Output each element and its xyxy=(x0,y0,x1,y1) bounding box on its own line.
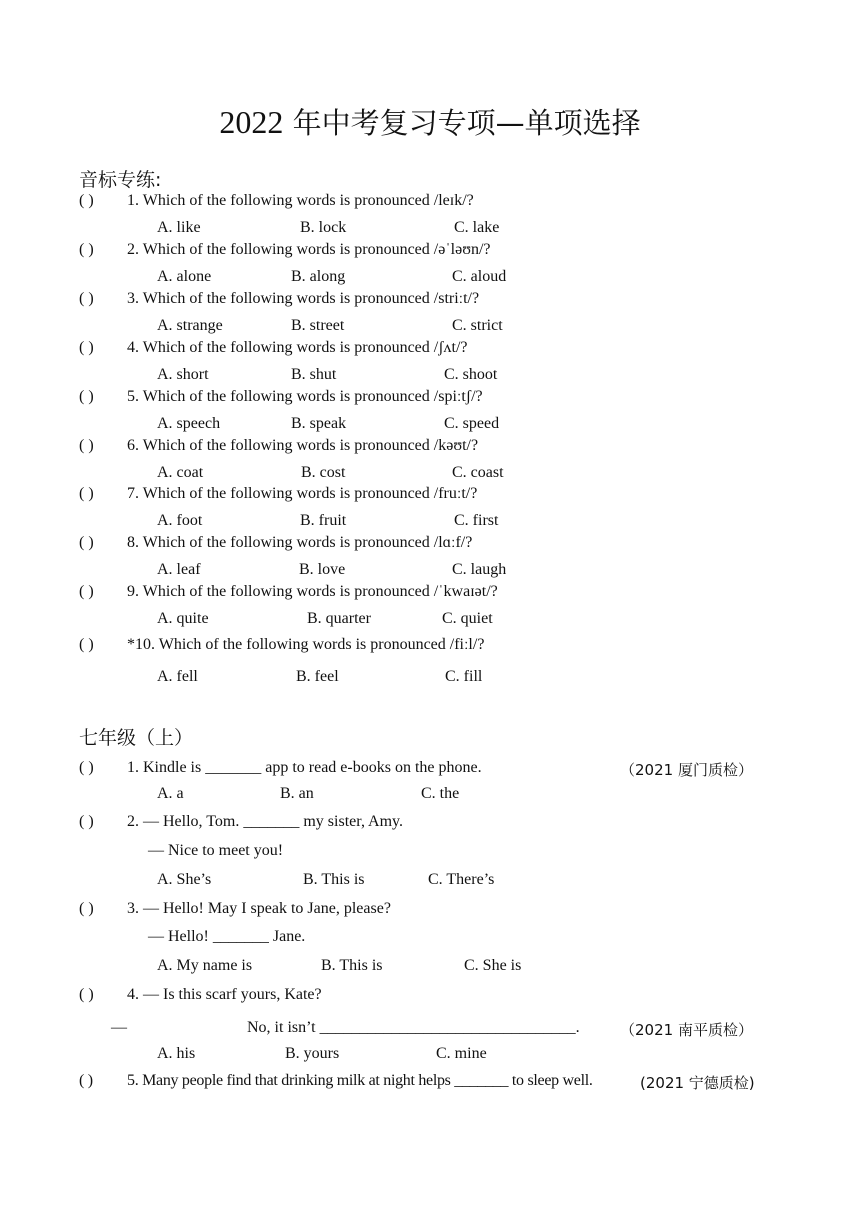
option-b: B. This is xyxy=(303,871,365,888)
question-2 xyxy=(79,241,491,259)
option-c: C. quiet xyxy=(442,610,493,627)
option-c: C. the xyxy=(421,785,460,802)
option-c: C. lake xyxy=(454,219,500,236)
question-text: 5. Many people find that drinking milk at night helps _______ to sleep well. xyxy=(127,1072,593,1089)
answer-blank[interactable]: ( ) xyxy=(79,192,94,209)
title-text: 年中考复习专项—单项选择 xyxy=(292,106,641,140)
grade7-question-5 xyxy=(79,1072,593,1090)
option-c: C. speed xyxy=(444,415,500,432)
option-b: B. yours xyxy=(285,1045,340,1062)
page-title xyxy=(0,101,860,142)
option-b: B. fruit xyxy=(300,512,347,529)
question-text: 9. Which of the following words is pronounced /ˈkwaɪət/? xyxy=(127,583,498,600)
option-b: B. quarter xyxy=(307,610,371,627)
option-b: B. This is xyxy=(321,957,383,974)
question-text: 4. Which of the following words is pronounced /ʃʌt/? xyxy=(127,339,468,356)
option-c: C. strict xyxy=(452,317,503,334)
question-9 xyxy=(79,583,498,601)
answer-blank[interactable]: ( ) xyxy=(79,241,94,258)
option-a: A. short xyxy=(157,366,209,383)
option-b: B. along xyxy=(291,268,346,285)
answer-blank[interactable]: ( ) xyxy=(79,583,94,600)
answer-blank[interactable]: ( ) xyxy=(79,339,94,356)
question-text: 8. Which of the following words is pronounced /lɑːf/? xyxy=(127,534,473,551)
option-a: A. coat xyxy=(157,464,204,481)
option-b: B. street xyxy=(291,317,345,334)
question-7 xyxy=(79,485,477,503)
question-text: 7. Which of the following words is pronounced /fruːt/? xyxy=(127,485,478,502)
option-a: A. foot xyxy=(157,512,203,529)
option-a: A. like xyxy=(157,219,201,236)
question-text: 4. — Is this scarf yours, Kate? xyxy=(127,986,322,1003)
option-c: C. first xyxy=(454,512,499,529)
source-note: (2021 宁德质检) xyxy=(640,1074,755,1092)
question-text: 3. Which of the following words is pronounced /striːt/? xyxy=(127,290,480,307)
question-10 xyxy=(79,636,484,654)
question-8 xyxy=(79,534,472,552)
option-b: B. lock xyxy=(300,219,347,236)
grade7-question-3 xyxy=(79,900,391,918)
option-c: C. fill xyxy=(445,668,483,685)
answer-blank[interactable]: ( ) xyxy=(79,485,94,502)
dialogue-reply: — Hello! _______ Jane. xyxy=(148,928,306,945)
question-text: 1. Kindle is _______ app to read e-books on the phone. xyxy=(127,759,482,776)
answer-blank[interactable]: ( ) xyxy=(79,388,94,405)
answer-blank[interactable]: ( ) xyxy=(79,813,94,830)
question-text: 2. Which of the following words is pronounced /əˈləʊn/? xyxy=(127,241,491,258)
option-b: B. speak xyxy=(291,415,347,432)
question-text: *10. Which of the following words is pronounced /fiːl/? xyxy=(127,636,485,653)
question-3 xyxy=(79,290,479,308)
answer-blank[interactable]: ( ) xyxy=(79,1072,93,1089)
answer-blank[interactable]: ( ) xyxy=(79,437,94,454)
option-b: B. an xyxy=(280,785,314,802)
source-note: （2021 厦门质检） xyxy=(620,761,753,779)
section-phonetics-heading: 音标专练: xyxy=(79,169,162,191)
option-c: C. mine xyxy=(436,1045,487,1062)
option-a: A. a xyxy=(157,785,184,802)
option-a: A. leaf xyxy=(157,561,201,578)
answer-blank[interactable]: ( ) xyxy=(79,290,94,307)
dialogue-dash: — xyxy=(111,1019,127,1036)
question-6 xyxy=(79,437,478,455)
answer-blank[interactable]: ( ) xyxy=(79,900,94,917)
option-a: A. She’s xyxy=(157,871,212,888)
option-b: B. feel xyxy=(296,668,339,685)
section-grade7-heading: 七年级（上） xyxy=(79,727,194,749)
option-a: A. alone xyxy=(157,268,212,285)
option-c: C. laugh xyxy=(452,561,507,578)
question-5 xyxy=(79,388,483,406)
option-c: C. coast xyxy=(452,464,504,481)
grade7-question-4 xyxy=(79,986,322,1004)
option-c: C. She is xyxy=(464,957,522,974)
grade7-question-2 xyxy=(79,813,403,831)
source-note: （2021 南平质检） xyxy=(620,1021,753,1039)
option-c: C. shoot xyxy=(444,366,498,383)
question-text: 3. — Hello! May I speak to Jane, please? xyxy=(127,900,391,917)
option-a: A. strange xyxy=(157,317,223,334)
answer-blank[interactable]: ( ) xyxy=(79,534,94,551)
option-b: B. cost xyxy=(301,464,346,481)
option-a: A. speech xyxy=(157,415,221,432)
question-text: 6. Which of the following words is pronounced /kəʊt/? xyxy=(127,437,479,454)
question-1 xyxy=(79,192,474,210)
answer-blank[interactable]: ( ) xyxy=(79,986,94,1003)
question-text: 2. — Hello, Tom. _______ my sister, Amy. xyxy=(127,813,404,830)
option-a: A. fell xyxy=(157,668,198,685)
question-text: 1. Which of the following words is pronounced /leɪk/? xyxy=(127,192,474,209)
option-b: B. shut xyxy=(291,366,337,383)
option-a: A. My name is xyxy=(157,957,253,974)
option-c: C. There’s xyxy=(428,871,495,888)
question-text: 5. Which of the following words is pronounced /spiːtʃ/? xyxy=(127,388,483,405)
grade7-question-1 xyxy=(79,759,482,777)
option-b: B. love xyxy=(299,561,346,578)
question-4 xyxy=(79,339,468,357)
dialogue-reply: — Nice to meet you! xyxy=(148,842,284,859)
option-c: C. aloud xyxy=(452,268,507,285)
title-year: 2022 xyxy=(219,104,284,140)
option-a: A. quite xyxy=(157,610,209,627)
answer-blank[interactable]: ( ) xyxy=(79,636,94,653)
answer-blank[interactable]: ( ) xyxy=(79,759,94,776)
option-a: A. his xyxy=(157,1045,196,1062)
dialogue-reply: No, it isn’t ________________________________. xyxy=(247,1019,580,1036)
